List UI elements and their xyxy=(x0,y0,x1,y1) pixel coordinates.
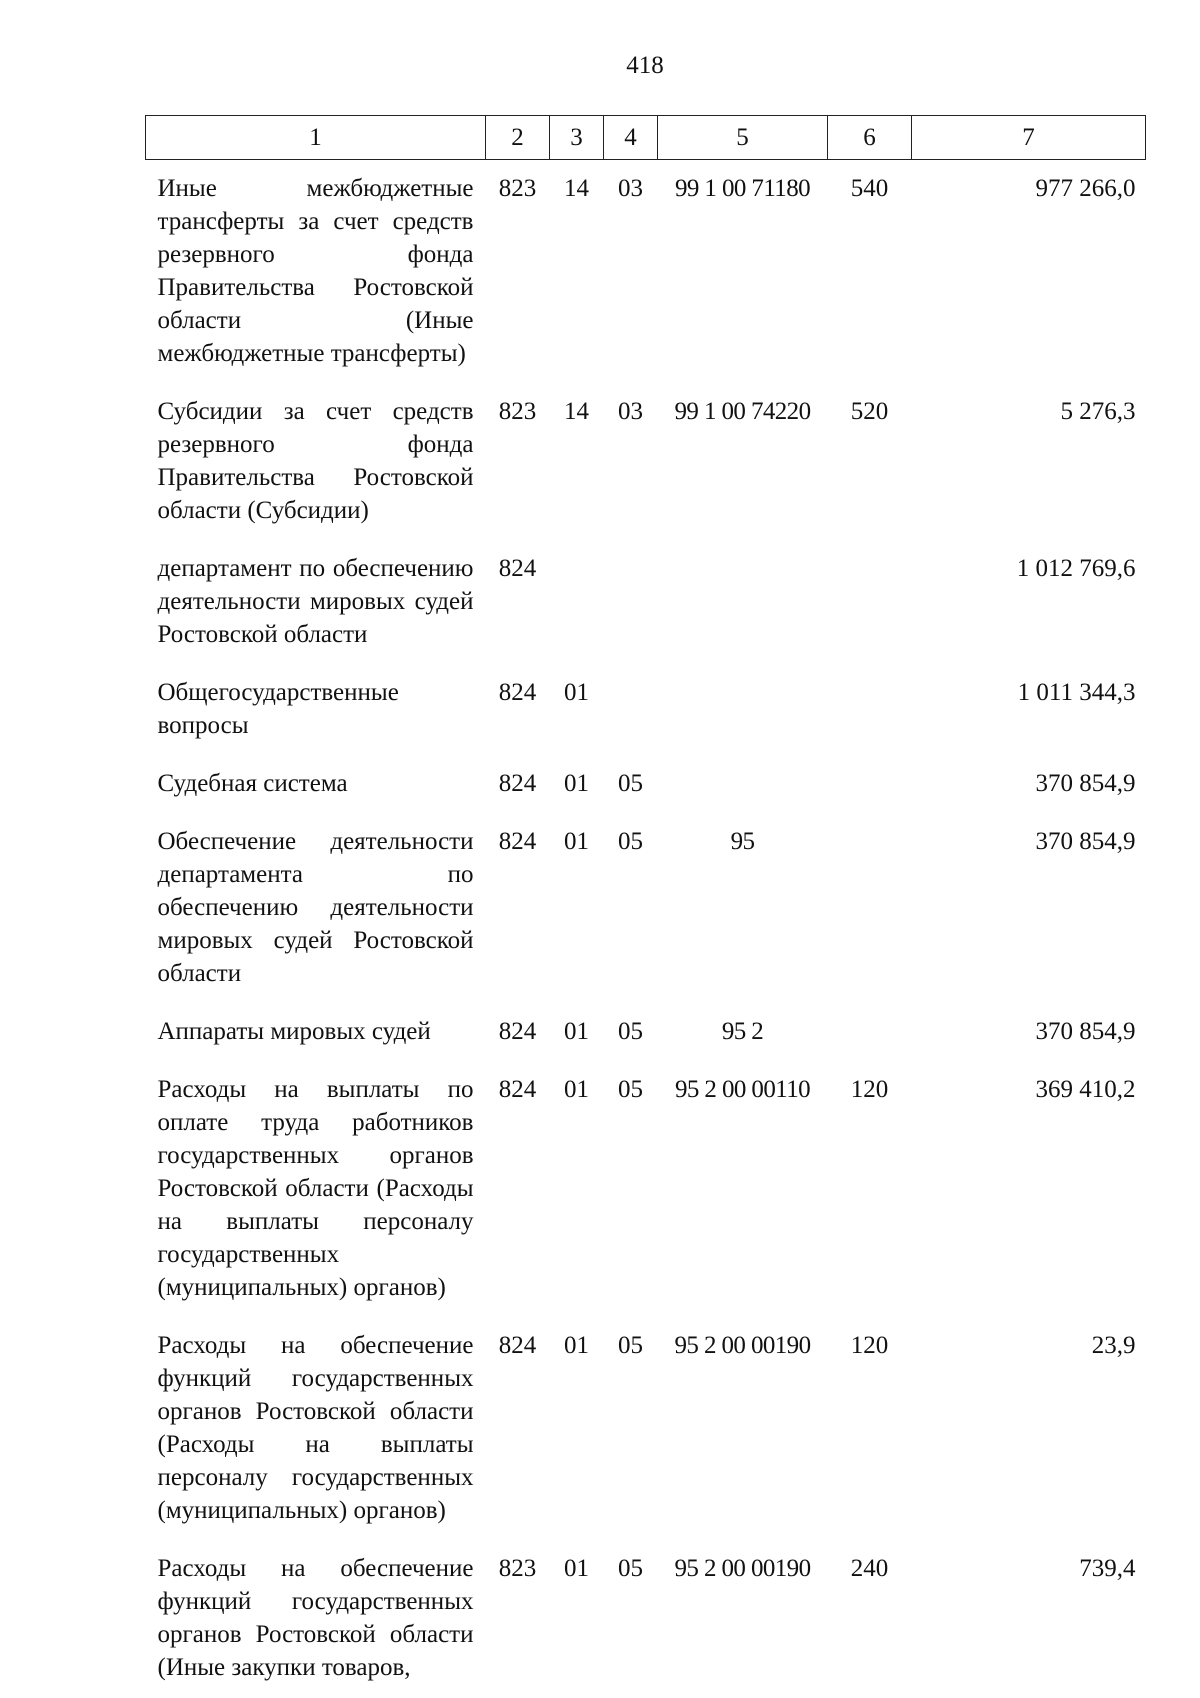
subsection-code: 03 xyxy=(618,398,643,425)
section-code: 01 xyxy=(564,1332,589,1359)
subsection-code xyxy=(604,540,658,664)
expense-name: Обеспечение деятельности департамента по обеспечению деятельности мировых судей Ростовской области xyxy=(157,828,474,987)
expense-name: Субсидии за счет средств резервного фонда Правительства Ростовской области (Субсидии) xyxy=(157,398,474,524)
ministry-code: 823 xyxy=(498,175,537,202)
target-article-code xyxy=(658,664,828,755)
budget-table xyxy=(145,115,1146,1697)
subsection-code: 05 xyxy=(618,828,643,855)
amount: 1 012 769,6 xyxy=(1016,555,1136,582)
subsection-code: 05 xyxy=(618,1332,643,1359)
target-article-code: 95 2 00 00190 xyxy=(674,1555,811,1582)
table-row xyxy=(146,1061,1146,1317)
amount: 977 266,0 xyxy=(1035,175,1136,202)
column-header-6: 6 xyxy=(828,116,912,160)
section-code: 01 xyxy=(564,770,589,797)
column-header-7: 7 xyxy=(912,116,1146,160)
ministry-code: 824 xyxy=(498,555,537,582)
table-header xyxy=(146,116,1146,160)
table-row xyxy=(146,1540,1146,1697)
target-article-code: 99 1 00 74220 xyxy=(674,398,811,425)
column-header-1: 1 xyxy=(146,116,486,160)
table-row xyxy=(146,160,1146,384)
table-row xyxy=(146,813,1146,1003)
column-header-3: 3 xyxy=(550,116,604,160)
section-code xyxy=(550,540,604,664)
column-header-5: 5 xyxy=(658,116,828,160)
target-article-code xyxy=(658,540,828,664)
table-row xyxy=(146,755,1146,813)
amount: 369 410,2 xyxy=(1035,1076,1136,1103)
expense-name: Общегосударственные вопросы xyxy=(157,679,399,739)
expense-name: Расходы на выплаты по оплате труда работников государственных органов Ростовской области (Расходы на выплаты персоналу государственных (муниципальных) органов) xyxy=(157,1076,474,1301)
section-code: 01 xyxy=(564,1076,589,1103)
amount: 370 854,9 xyxy=(1035,828,1136,855)
amount: 1 011 344,3 xyxy=(1017,679,1136,706)
table-body xyxy=(146,160,1146,1698)
section-code: 01 xyxy=(564,828,589,855)
subsection-code: 05 xyxy=(618,770,643,797)
table-row xyxy=(146,383,1146,540)
expense-type-code xyxy=(828,813,912,1003)
expense-name: департамент по обеспечению деятельности мировых судей Ростовской области xyxy=(157,555,474,648)
column-header-4: 4 xyxy=(604,116,658,160)
expense-name: Судебная система xyxy=(157,770,348,797)
table-row xyxy=(146,540,1146,664)
ministry-code: 824 xyxy=(498,770,537,797)
expense-type-code: 520 xyxy=(850,398,889,425)
section-code: 14 xyxy=(564,398,589,425)
amount: 370 854,9 xyxy=(1035,770,1136,797)
ministry-code: 824 xyxy=(498,1018,537,1045)
subsection-code: 05 xyxy=(618,1076,643,1103)
amount: 370 854,9 xyxy=(1035,1018,1136,1045)
expense-name: Расходы на обеспечение функций государственных органов Ростовской области (Иные закупки товаров, xyxy=(157,1555,474,1681)
amount: 5 276,3 xyxy=(1060,398,1136,425)
target-article-code: 95 2 00 00110 xyxy=(674,1076,811,1103)
expense-name: Аппараты мировых судей xyxy=(157,1018,431,1045)
subsection-code xyxy=(604,664,658,755)
ministry-code: 824 xyxy=(498,1076,537,1103)
section-code: 14 xyxy=(564,175,589,202)
ministry-code: 824 xyxy=(498,1332,537,1359)
section-code: 01 xyxy=(564,1555,589,1582)
expense-type-code: 540 xyxy=(850,175,889,202)
target-article-code xyxy=(658,755,828,813)
expense-type-code: 240 xyxy=(850,1555,889,1582)
expense-type-code xyxy=(828,664,912,755)
subsection-code: 05 xyxy=(618,1018,643,1045)
subsection-code: 05 xyxy=(618,1555,643,1582)
expense-name: Расходы на обеспечение функций государственных органов Ростовской области (Расходы на выплаты персоналу государственных (муниципальных) органов) xyxy=(157,1332,474,1524)
table-row xyxy=(146,1317,1146,1540)
expense-type-code xyxy=(828,540,912,664)
target-article-code: 95 2 xyxy=(721,1018,764,1045)
amount: 23,9 xyxy=(1091,1332,1136,1359)
target-article-code: 95 xyxy=(730,828,755,855)
expense-type-code xyxy=(828,1003,912,1061)
table-row xyxy=(146,1003,1146,1061)
expense-type-code: 120 xyxy=(850,1332,889,1359)
target-article-code: 95 2 00 00190 xyxy=(674,1332,811,1359)
expense-name: Иные межбюджетные трансферты за счет средств резервного фонда Правительства Ростовской области (Иные межбюджетные трансферты) xyxy=(157,175,474,367)
ministry-code: 824 xyxy=(498,679,537,706)
target-article-code: 99 1 00 71180 xyxy=(674,175,811,202)
ministry-code: 823 xyxy=(498,398,537,425)
ministry-code: 823 xyxy=(498,1555,537,1582)
ministry-code: 824 xyxy=(498,828,537,855)
table-row xyxy=(146,664,1146,755)
expense-type-code: 120 xyxy=(850,1076,889,1103)
subsection-code: 03 xyxy=(618,175,643,202)
page-number: 418 xyxy=(626,52,664,79)
section-code: 01 xyxy=(564,679,589,706)
section-code: 01 xyxy=(564,1018,589,1045)
column-header-2: 2 xyxy=(486,116,550,160)
amount: 739,4 xyxy=(1079,1555,1136,1582)
expense-type-code xyxy=(828,755,912,813)
